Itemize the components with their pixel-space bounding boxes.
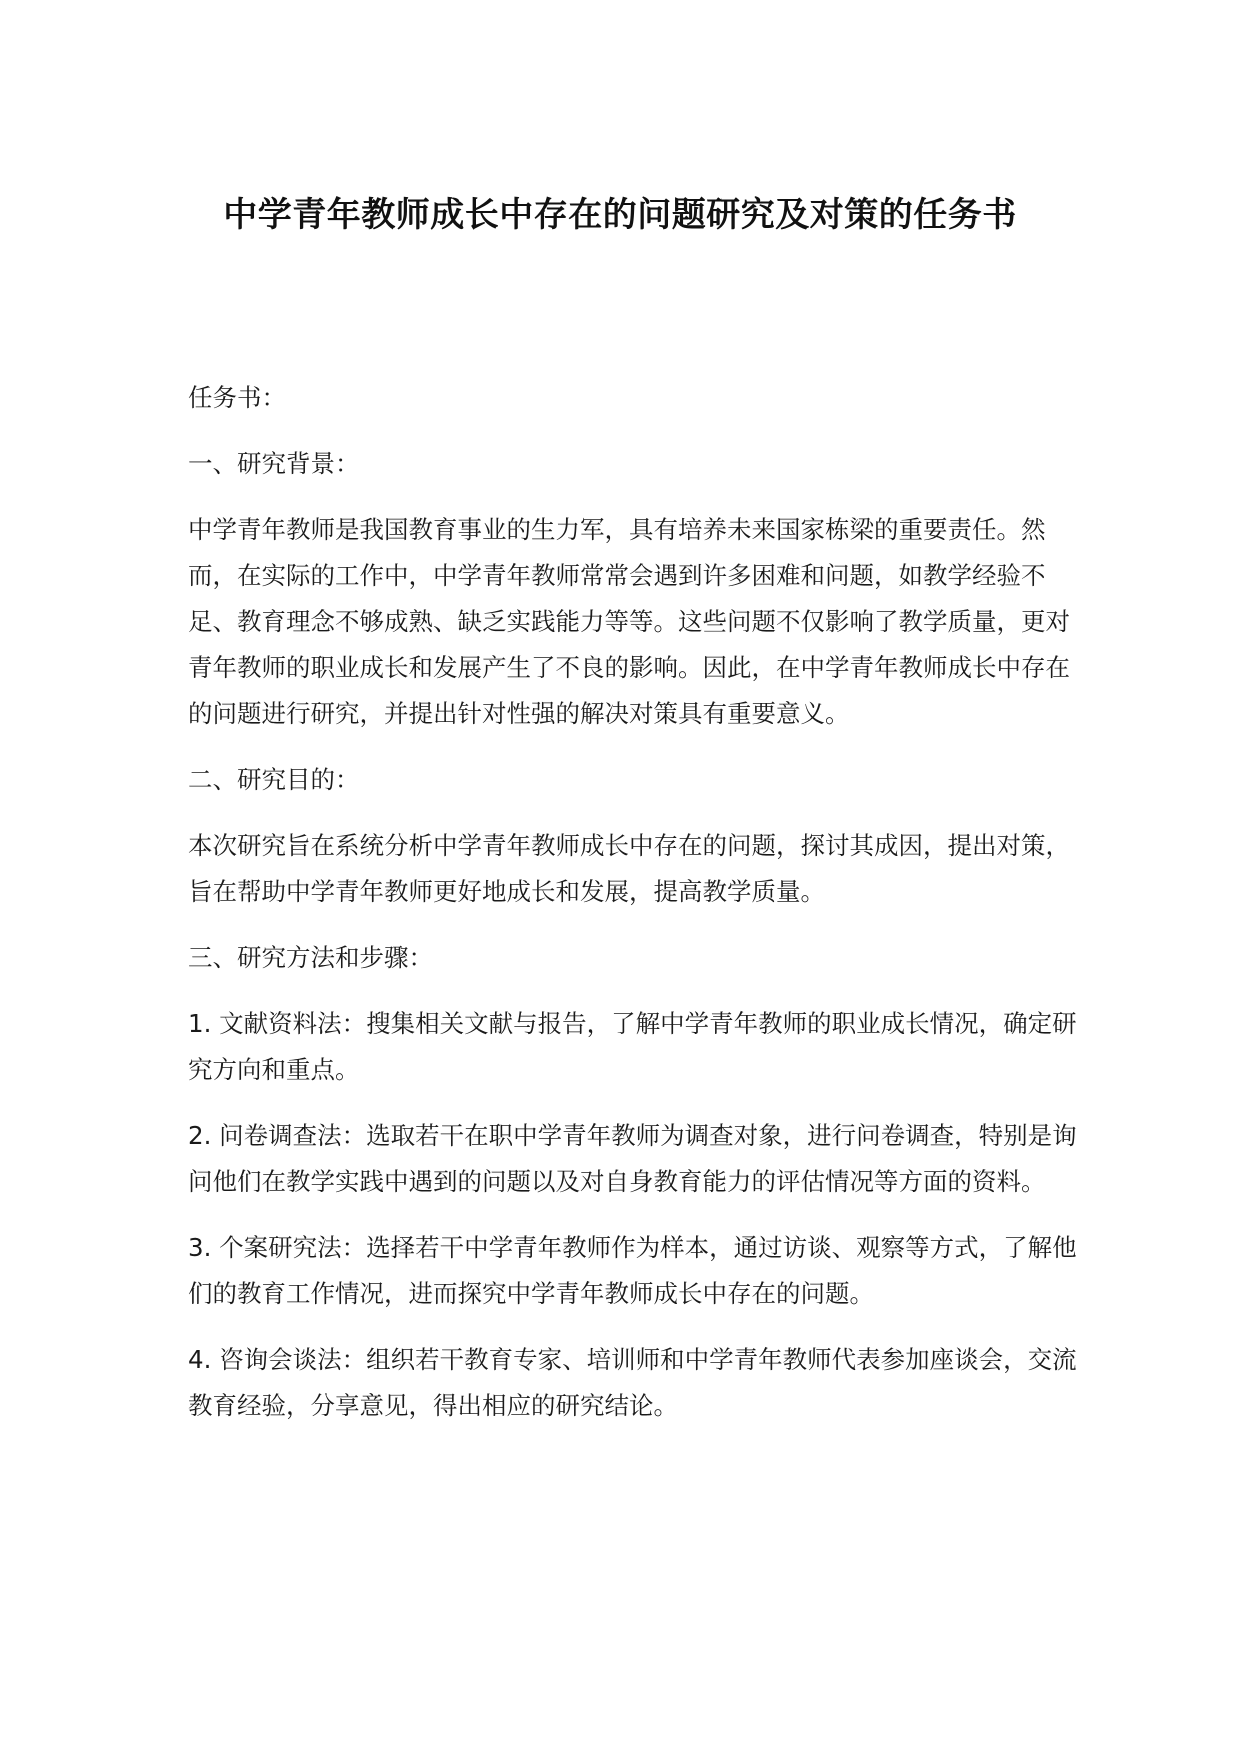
document-body (188, 375, 1088, 1449)
method-item-questionnaire: 2. 问卷调查法：选取若干在职中学青年教师为调查对象，进行问卷调查，特别是询问他们在教学实践中遇到的问题以及对自身教育能力的评估情况等方面的资料。 (188, 1121, 1077, 1196)
method-item-consultation: 4. 咨询会谈法：组织若干教育专家、培训师和中学青年教师代表参加座谈会，交流教育经验，分享意见，得出相应的研究结论。 (188, 1345, 1077, 1420)
method-item-literature: 1. 文献资料法：搜集相关文献与报告，了解中学青年教师的职业成长情况，确定研究方向和重点。 (188, 1009, 1077, 1084)
paragraph-purpose: 本次研究旨在系统分析中学青年教师成长中存在的问题，探讨其成因，提出对策，旨在帮助中学青年教师更好地成长和发展，提高教学质量。 (188, 831, 1070, 906)
heading-research-purpose: 二、研究目的： (188, 765, 360, 794)
heading-research-background: 一、研究背景： (188, 449, 360, 478)
heading-research-methods: 三、研究方法和步骤： (188, 943, 433, 972)
method-item-case-study: 3. 个案研究法：选择若干中学青年教师作为样本，通过访谈、观察等方式，了解他们的教育工作情况，进而探究中学青年教师成长中存在的问题。 (188, 1233, 1077, 1308)
document-title: 中学青年教师成长中存在的问题研究及对策的任务书 (223, 195, 1017, 235)
paragraph-background: 中学青年教师是我国教育事业的生力军，具有培养未来国家栋梁的重要责任。然而，在实际的工作中，中学青年教师常常会遇到许多困难和问题，如教学经验不足、教育理念不够成熟、缺乏实践能力等等。这些问题不仅影响了教学质量，更对青年教师的职业成长和发展产生了不良的影响。因此，在中学青年教师成长中存在的问题进行研究，并提出针对性强的解决对策具有重要意义。 (188, 515, 1070, 728)
heading-task-book: 任务书： (188, 383, 286, 412)
